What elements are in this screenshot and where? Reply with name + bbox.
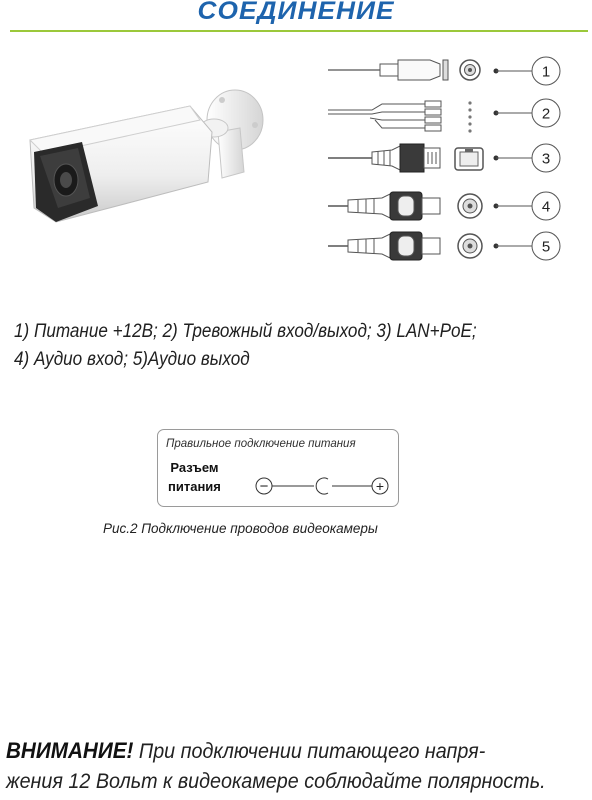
callout-number: 1 bbox=[541, 63, 551, 81]
callout-2 bbox=[494, 99, 561, 127]
callout-3 bbox=[494, 144, 561, 172]
warning-text-1: При подключении питающего напря- bbox=[133, 740, 486, 763]
plus-sign: + bbox=[375, 478, 385, 494]
power-connector-label bbox=[168, 458, 221, 496]
power-label-line-2: питания bbox=[168, 479, 221, 494]
warning-line-2: жения 12 Вольт к видеокамере соблюдайте полярность. bbox=[6, 770, 546, 793]
alarm-wires-connector-icon bbox=[328, 101, 472, 133]
legend-line-2: 4) Аудио вход; 5)Аудио выход bbox=[14, 349, 250, 370]
legend-line-1: 1) Питание +12В; 2) Тревожный вход/выход; 3) LAN+PoE; bbox=[14, 321, 477, 342]
polarity-diagram bbox=[254, 474, 394, 498]
rj45-connector-icon bbox=[328, 144, 483, 172]
connection-diagram bbox=[0, 40, 592, 290]
power-polarity-box bbox=[157, 429, 399, 507]
dc-plug-icon bbox=[316, 478, 328, 494]
connector-legend bbox=[14, 318, 527, 374]
callout-5 bbox=[494, 232, 561, 260]
warning-line-1 bbox=[6, 736, 561, 767]
dc-power-connector-icon bbox=[328, 60, 480, 80]
rca-audio-connector-icon bbox=[328, 192, 482, 220]
power-label-line-1: Разъем bbox=[170, 460, 219, 475]
bullet-camera-icon bbox=[30, 90, 263, 222]
callout-number: 4 bbox=[541, 198, 551, 216]
rca-audio-connector-icon bbox=[328, 232, 482, 260]
callout-number: 5 bbox=[541, 238, 551, 256]
callout-number: 2 bbox=[541, 105, 551, 123]
callout-4 bbox=[494, 192, 561, 220]
title-divider bbox=[10, 30, 588, 32]
page-title: СОЕДИНЕНИЕ bbox=[197, 0, 395, 25]
callout-number: 3 bbox=[541, 150, 551, 168]
warning-title: ВНИМАНИЕ! bbox=[6, 738, 134, 763]
minus-sign: − bbox=[259, 478, 269, 495]
warning-note bbox=[6, 736, 561, 797]
figure-caption: Рис.2 Подключение проводов видеокамеры bbox=[103, 521, 378, 536]
power-caption: Правильное подключение питания bbox=[166, 438, 356, 450]
callout-1 bbox=[494, 57, 561, 85]
